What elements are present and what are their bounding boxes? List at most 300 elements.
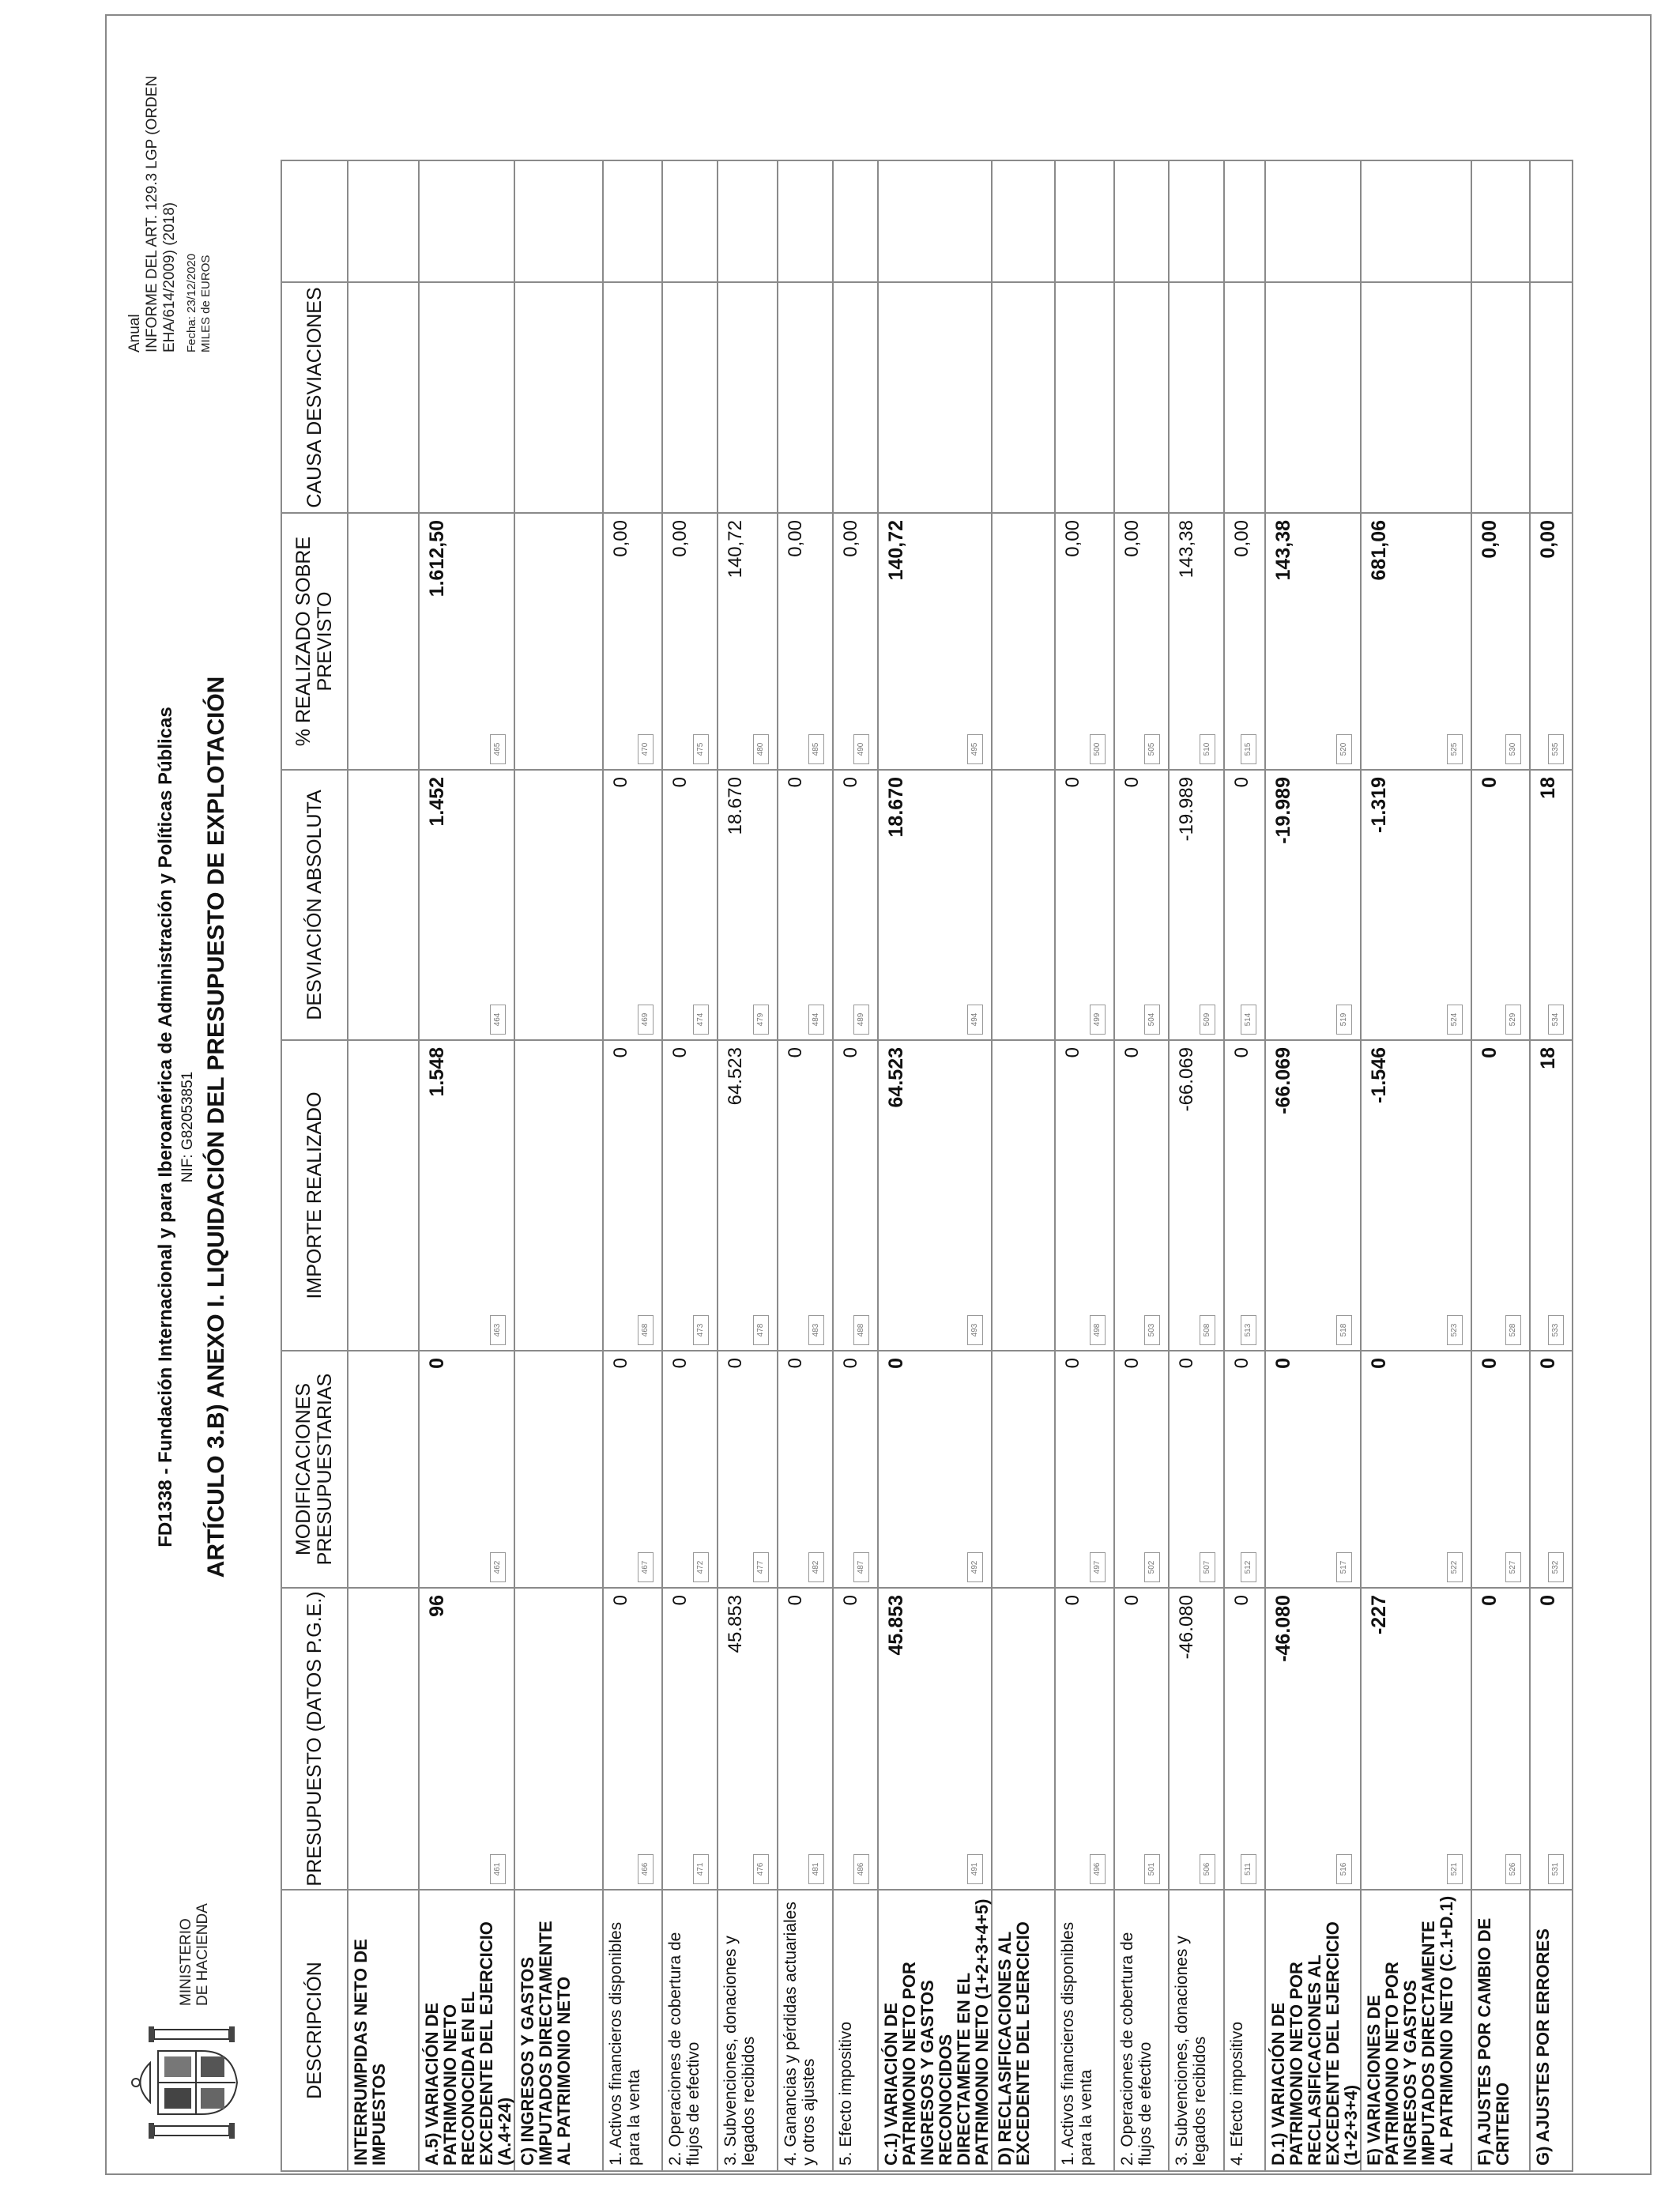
nif-label: NIF: G82053851 <box>179 1071 196 1183</box>
value-cell <box>1361 1351 1471 1588</box>
value-cell <box>1361 770 1471 1040</box>
cell-value: 140,72 <box>885 520 907 581</box>
value-cell <box>419 1040 514 1351</box>
causa-cell <box>1471 282 1530 513</box>
field-code: 524 <box>1447 1005 1463 1035</box>
blank-cell <box>1055 160 1114 282</box>
value-cell <box>1114 1588 1169 1890</box>
blank-cell <box>1224 160 1265 282</box>
cell-value: 18 <box>1537 1047 1559 1069</box>
value-cell <box>833 1040 878 1351</box>
empty-cell <box>514 1588 603 1890</box>
cell-value: 64.523 <box>885 1047 907 1108</box>
value-cell <box>662 1040 718 1351</box>
cell-value: 0 <box>669 777 691 788</box>
table-row <box>1471 160 1530 2171</box>
causa-cell <box>992 282 1055 513</box>
value-cell <box>878 513 992 770</box>
table-row <box>1530 160 1573 2171</box>
value-cell <box>1530 1040 1573 1351</box>
ministry-line-1: MINISTERIO <box>178 1918 194 2006</box>
blank-cell <box>419 160 514 282</box>
field-code: 521 <box>1447 1854 1463 1884</box>
cell-value: -19.989 <box>1176 777 1197 842</box>
field-code: 508 <box>1200 1315 1215 1345</box>
cell-value: 45.853 <box>725 1595 746 1653</box>
causa-cell <box>603 282 662 513</box>
value-cell <box>603 1040 662 1351</box>
cell-value: 0 <box>426 1358 448 1369</box>
causa-cell <box>1265 282 1361 513</box>
cell-value: 0,00 <box>785 520 806 557</box>
field-code: 490 <box>853 734 869 764</box>
value-cell <box>1471 513 1530 770</box>
cell-value: 0,00 <box>1062 520 1083 557</box>
value-cell <box>1530 1588 1573 1890</box>
value-cell <box>1114 1040 1169 1351</box>
field-code: 466 <box>638 1854 654 1884</box>
field-code: 496 <box>1090 1854 1106 1884</box>
cell-value: 96 <box>426 1595 448 1617</box>
field-code: 481 <box>808 1854 824 1884</box>
cell-value: 1.452 <box>426 777 448 827</box>
value-cell <box>1530 513 1573 770</box>
field-code: 483 <box>808 1315 824 1345</box>
row-description: 4. Ganancias y pérdidas actuariales y otros ajustes <box>778 1890 833 2171</box>
value-cell <box>778 1351 833 1588</box>
value-cell <box>1265 1040 1361 1351</box>
row-description: 5. Efecto impositivo <box>833 1890 878 2171</box>
value-cell <box>1361 1588 1471 1890</box>
cell-value: 0 <box>1231 1358 1252 1369</box>
value-cell <box>662 1351 718 1588</box>
value-cell <box>1361 513 1471 770</box>
field-code: 482 <box>808 1552 824 1582</box>
cell-value: 143,38 <box>1176 520 1197 579</box>
cell-value: 0 <box>725 1358 746 1369</box>
field-code: 499 <box>1090 1005 1106 1035</box>
value-cell <box>1265 770 1361 1040</box>
header-descripcion: DESCRIPCIÓN <box>281 1890 348 2171</box>
field-code: 507 <box>1200 1552 1215 1582</box>
value-cell <box>718 1040 778 1351</box>
report-info <box>126 21 213 352</box>
value-cell <box>662 770 718 1040</box>
value-cell <box>1471 1588 1530 1890</box>
value-cell <box>1224 1351 1265 1588</box>
cell-value: 1.612,50 <box>426 520 448 598</box>
value-cell <box>419 1351 514 1588</box>
value-cell <box>603 770 662 1040</box>
row-description: 1. Activos financieros disponibles para la venta <box>1055 1890 1114 2171</box>
field-code: 512 <box>1241 1552 1256 1582</box>
value-cell <box>419 513 514 770</box>
field-code: 487 <box>853 1552 869 1582</box>
empty-cell <box>348 770 419 1040</box>
cell-value: 0,00 <box>840 520 861 557</box>
row-description: 3. Subvenciones, donaciones y legados recibidos <box>718 1890 778 2171</box>
empty-cell <box>992 1351 1055 1588</box>
field-code: 528 <box>1505 1315 1521 1345</box>
value-cell <box>778 1040 833 1351</box>
cell-value: 0 <box>1478 777 1501 788</box>
value-cell <box>1530 770 1573 1040</box>
field-code: 503 <box>1144 1315 1160 1345</box>
blank-cell <box>348 160 419 282</box>
report-line-1: INFORME DEL ART. 129.3 LGP (ORDEN <box>144 75 160 352</box>
field-code: 470 <box>638 734 654 764</box>
table-row <box>1224 160 1265 2171</box>
causa-cell <box>419 282 514 513</box>
empty-cell <box>992 1588 1055 1890</box>
field-code: 484 <box>808 1005 824 1035</box>
cell-value: 0 <box>1478 1358 1501 1369</box>
cell-value: -66.069 <box>1272 1047 1294 1114</box>
blank-cell <box>718 160 778 282</box>
value-cell <box>1169 1040 1224 1351</box>
cell-value: 0 <box>840 1358 861 1369</box>
cell-value: 0 <box>610 1047 631 1058</box>
value-cell <box>1169 1588 1224 1890</box>
row-description: 1. Activos financieros disponibles para la venta <box>603 1890 662 2171</box>
value-cell <box>833 1351 878 1588</box>
value-cell <box>603 1351 662 1588</box>
blank-cell <box>662 160 718 282</box>
cell-value: 0 <box>1062 777 1083 788</box>
field-code: 515 <box>1241 734 1256 764</box>
blank-cell <box>1169 160 1224 282</box>
field-code: 505 <box>1144 734 1160 764</box>
table-row <box>718 160 778 2171</box>
value-cell <box>1055 513 1114 770</box>
field-code: 502 <box>1144 1552 1160 1582</box>
empty-cell <box>992 1040 1055 1351</box>
causa-cell <box>778 282 833 513</box>
field-code: 511 <box>1241 1854 1256 1884</box>
field-code: 531 <box>1548 1854 1564 1884</box>
table-row <box>419 160 514 2171</box>
header-desviacion: DESVIACIÓN ABSOLUTA <box>281 770 348 1040</box>
cell-value: 0 <box>669 1595 691 1606</box>
field-code: 464 <box>490 1005 506 1035</box>
header-presupuesto: PRESUPUESTO (DATOS P.G.E.) <box>281 1588 348 1890</box>
blank-cell <box>1361 160 1471 282</box>
value-cell <box>603 513 662 770</box>
causa-cell <box>1114 282 1169 513</box>
cell-value: 1.548 <box>426 1047 448 1097</box>
value-cell <box>1169 513 1224 770</box>
value-cell <box>778 770 833 1040</box>
cell-value: -227 <box>1368 1595 1390 1635</box>
value-cell <box>833 1588 878 1890</box>
field-code: 489 <box>853 1005 869 1035</box>
cell-value: 0 <box>610 777 631 788</box>
field-code: 535 <box>1548 734 1564 764</box>
row-description: E) VARIACIONES DE PATRIMONIO NETO POR INGRESOS Y GASTOS IMPUTADOS DIRECTAMENTE AL PATRIMONIO NETO (C.1+D.1) <box>1361 1890 1471 2171</box>
report-line-2: EHA/614/2009) (2018) <box>161 202 178 352</box>
table-row <box>778 160 833 2171</box>
table-row <box>1114 160 1169 2171</box>
causa-cell <box>718 282 778 513</box>
value-cell <box>878 770 992 1040</box>
table-header-row <box>281 160 348 2171</box>
value-cell <box>1224 1588 1265 1890</box>
row-description: C.1) VARIACIÓN DE PATRIMONIO NETO POR INGRESOS Y GASTOS RECONOCIDOS DIRECTAMENTE EN EL PATRIMONIO NETO (1+2+3+4+5) <box>878 1890 992 2171</box>
coat-of-arms-icon <box>126 2015 245 2150</box>
table-row <box>1055 160 1114 2171</box>
field-code: 463 <box>490 1315 506 1345</box>
causa-cell <box>1055 282 1114 513</box>
header-center <box>154 258 232 1996</box>
cell-value: 0 <box>1231 777 1252 788</box>
field-code: 474 <box>693 1005 709 1035</box>
field-code: 486 <box>853 1854 869 1884</box>
cell-value: 0 <box>840 777 861 788</box>
value-cell <box>1471 1040 1530 1351</box>
cell-value: 0 <box>1121 1047 1143 1058</box>
causa-cell <box>348 282 419 513</box>
value-cell <box>718 1351 778 1588</box>
field-code: 520 <box>1336 734 1352 764</box>
value-cell <box>718 770 778 1040</box>
field-code: 461 <box>490 1854 506 1884</box>
row-description: 2. Operaciones de cobertura de flujos de efectivo <box>1114 1890 1169 2171</box>
field-code: 473 <box>693 1315 709 1345</box>
causa-cell <box>1224 282 1265 513</box>
cell-value: 0 <box>840 1595 861 1606</box>
ministry-line-2: DE HACIENDA <box>194 1903 211 2006</box>
cell-value: 0 <box>1231 1047 1252 1058</box>
header-modificaciones: MODIFICACIONES PRESUPUESTARIAS <box>281 1351 348 1588</box>
field-code: 491 <box>967 1854 983 1884</box>
value-cell <box>1224 1040 1265 1351</box>
row-description: D) RECLASIFICACIONES AL EXCEDENTE DEL EJERCICIO <box>992 1890 1055 2171</box>
cell-value: 18.670 <box>725 777 746 835</box>
field-code: 501 <box>1144 1854 1160 1884</box>
cell-value: 0 <box>610 1358 631 1369</box>
cell-value: 0 <box>1062 1047 1083 1058</box>
causa-cell <box>1361 282 1471 513</box>
field-code: 488 <box>853 1315 869 1345</box>
value-cell <box>662 513 718 770</box>
field-code: 495 <box>967 734 983 764</box>
value-cell <box>878 1588 992 1890</box>
blank-cell <box>833 160 878 282</box>
field-code: 469 <box>638 1005 654 1035</box>
currency-units: MILES de EUROS <box>199 254 213 352</box>
causa-cell <box>514 282 603 513</box>
row-description: A.5) VARIACIÓN DE PATRIMONIO NETO RECONOCIDA EN EL EXCEDENTE DEL EJERCICIO (A.4+24) <box>419 1890 514 2171</box>
field-code: 472 <box>693 1552 709 1582</box>
field-code: 493 <box>967 1315 983 1345</box>
cell-value: -46.080 <box>1176 1595 1197 1660</box>
cell-value: 0,00 <box>610 520 631 557</box>
field-code: 475 <box>693 734 709 764</box>
row-description: INTERRUMPIDAS NETO DE IMPUESTOS <box>348 1890 419 2171</box>
field-code: 533 <box>1548 1315 1564 1345</box>
cell-value: 0 <box>1176 1358 1197 1369</box>
cell-value: 0 <box>1121 1595 1143 1606</box>
empty-cell <box>348 1588 419 1890</box>
empty-cell <box>348 513 419 770</box>
field-code: 478 <box>753 1315 769 1345</box>
field-code: 471 <box>693 1854 709 1884</box>
value-cell <box>878 1040 992 1351</box>
report-title: ARTÍCULO 3.B) ANEXO I. LIQUIDACIÓN DEL PRESUPUESTO DE EXPLOTACIÓN <box>203 676 229 1578</box>
field-code: 514 <box>1241 1005 1256 1035</box>
field-code: 513 <box>1241 1315 1256 1345</box>
header-importe: IMPORTE REALIZADO <box>281 1040 348 1351</box>
cell-value: 0 <box>840 1047 861 1058</box>
row-description: 4. Efecto impositivo <box>1224 1890 1265 2171</box>
row-description: C) INGRESOS Y GASTOS IMPUTADOS DIRECTAMENTE AL PATRIMONIO NETO <box>514 1890 603 2171</box>
row-description: G) AJUSTES POR ERRORES <box>1530 1890 1573 2171</box>
cell-value: -1.546 <box>1368 1047 1390 1103</box>
table-row <box>1265 160 1361 2171</box>
header-porcentaje: % REALIZADO SOBRE PREVISTO <box>281 513 348 770</box>
cell-value: 0 <box>1537 1595 1559 1606</box>
field-code: 517 <box>1336 1552 1352 1582</box>
blank-cell <box>514 160 603 282</box>
row-description: 3. Subvenciones, donaciones y legados recibidos <box>1169 1890 1224 2171</box>
empty-cell <box>992 513 1055 770</box>
causa-cell <box>1169 282 1224 513</box>
cell-value: 64.523 <box>725 1047 746 1106</box>
cell-value: 0 <box>669 1047 691 1058</box>
value-cell <box>1471 1351 1530 1588</box>
cell-value: 0,00 <box>1537 520 1559 559</box>
value-cell <box>1361 1040 1471 1351</box>
value-cell <box>1114 770 1169 1040</box>
cell-value: 0 <box>785 1047 806 1058</box>
field-code: 462 <box>490 1552 506 1582</box>
empty-cell <box>992 770 1055 1040</box>
empty-cell <box>348 1351 419 1588</box>
table-row <box>1361 160 1471 2171</box>
table-row <box>833 160 878 2171</box>
value-cell <box>1055 1040 1114 1351</box>
cell-value: 0 <box>1062 1595 1083 1606</box>
table-row <box>514 160 603 2171</box>
cell-value: 0 <box>1537 1358 1559 1369</box>
blank-cell <box>992 160 1055 282</box>
field-code: 534 <box>1548 1005 1564 1035</box>
empty-cell <box>514 1351 603 1588</box>
value-cell <box>833 513 878 770</box>
cell-value: -66.069 <box>1176 1047 1197 1112</box>
value-cell <box>1224 513 1265 770</box>
value-cell <box>419 1588 514 1890</box>
cell-value: 18 <box>1537 777 1559 799</box>
field-code: 509 <box>1200 1005 1215 1035</box>
cell-value: 143,38 <box>1272 520 1294 581</box>
causa-cell <box>1530 282 1573 513</box>
cell-value: 0 <box>1062 1358 1083 1369</box>
field-code: 527 <box>1505 1552 1521 1582</box>
field-code: 498 <box>1090 1315 1106 1345</box>
field-code: 485 <box>808 734 824 764</box>
value-cell <box>833 770 878 1040</box>
field-code: 468 <box>638 1315 654 1345</box>
cell-value: 0 <box>1121 1358 1143 1369</box>
table-row <box>992 160 1055 2171</box>
field-code: 523 <box>1447 1315 1463 1345</box>
table-row <box>662 160 718 2171</box>
field-code: 467 <box>638 1552 654 1582</box>
field-code: 476 <box>753 1854 769 1884</box>
empty-cell <box>514 770 603 1040</box>
value-cell <box>1169 1351 1224 1588</box>
cell-value: 0,00 <box>1478 520 1501 559</box>
value-cell <box>1169 770 1224 1040</box>
field-code: 477 <box>753 1552 769 1582</box>
cell-value: -19.989 <box>1272 777 1294 844</box>
field-code: 519 <box>1336 1005 1352 1035</box>
cell-value: -46.080 <box>1272 1595 1294 1662</box>
causa-cell <box>662 282 718 513</box>
empty-cell <box>348 1040 419 1351</box>
value-cell <box>778 1588 833 1890</box>
field-code: 506 <box>1200 1854 1215 1884</box>
blank-cell <box>1265 160 1361 282</box>
field-code: 516 <box>1336 1854 1352 1884</box>
field-code: 494 <box>967 1005 983 1035</box>
causa-cell <box>878 282 992 513</box>
cell-value: 140,72 <box>725 520 746 579</box>
field-code: 465 <box>490 734 506 764</box>
field-code: 510 <box>1200 734 1215 764</box>
field-code: 500 <box>1090 734 1106 764</box>
value-cell <box>1055 1588 1114 1890</box>
value-cell <box>1471 770 1530 1040</box>
causa-cell <box>833 282 878 513</box>
cell-value: 0 <box>1121 777 1143 788</box>
budget-table <box>281 160 1573 2172</box>
cell-value: 0 <box>1478 1595 1501 1606</box>
field-code: 532 <box>1548 1552 1564 1582</box>
field-code: 525 <box>1447 734 1463 764</box>
cell-value: 0 <box>669 1358 691 1369</box>
value-cell <box>1265 513 1361 770</box>
field-code: 492 <box>967 1552 983 1582</box>
value-cell <box>1055 1351 1114 1588</box>
cell-value: 45.853 <box>885 1595 907 1656</box>
blank-cell <box>1114 160 1169 282</box>
cell-value: 0 <box>610 1595 631 1606</box>
blank-cell <box>778 160 833 282</box>
blank-cell <box>1530 160 1573 282</box>
cell-value: 0 <box>1478 1047 1501 1058</box>
field-code: 504 <box>1144 1005 1160 1035</box>
organization-title: FD1338 - Fundación Internacional y para Iberoamérica de Administración y Políticas Públicas <box>155 707 176 1547</box>
value-cell <box>1265 1588 1361 1890</box>
cell-value: 681,06 <box>1368 520 1390 581</box>
table-row <box>878 160 992 2171</box>
value-cell <box>718 1588 778 1890</box>
cell-value: 0 <box>1272 1358 1294 1369</box>
row-description: 2. Operaciones de cobertura de flujos de efectivo <box>662 1890 718 2171</box>
cell-value: 0 <box>1231 1595 1252 1606</box>
table-row <box>348 160 419 2171</box>
cell-value: 0,00 <box>1121 520 1143 557</box>
blank-cell <box>1471 160 1530 282</box>
blank-cell <box>878 160 992 282</box>
cell-value: 0 <box>785 1595 806 1606</box>
value-cell <box>878 1351 992 1588</box>
cell-value: 0,00 <box>669 520 691 557</box>
periodicity: Anual <box>126 314 143 352</box>
field-code: 497 <box>1090 1552 1106 1582</box>
